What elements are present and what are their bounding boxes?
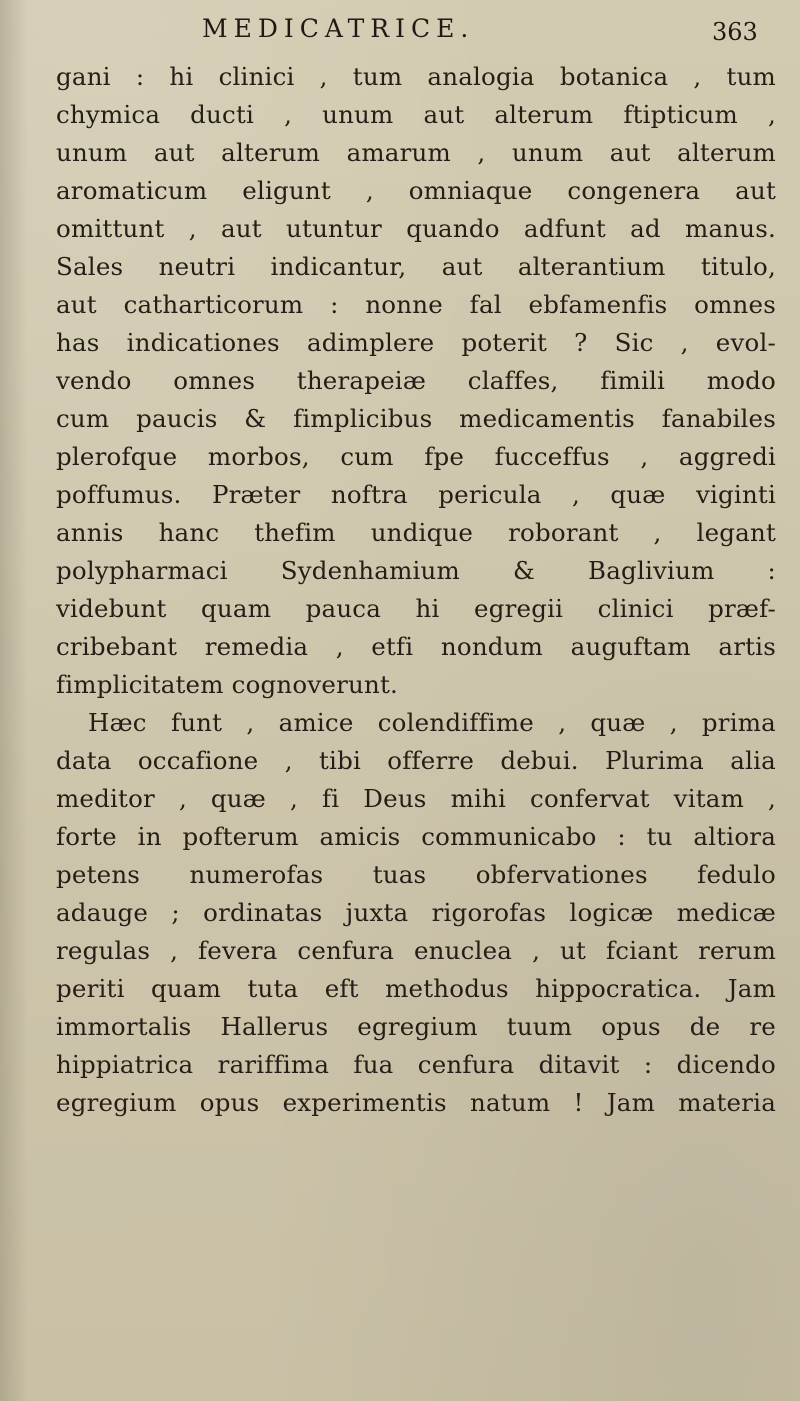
- text-line: annis hanc thefim undique roborant , legant: [56, 518, 776, 547]
- text-line: unum aut alterum amarum , unum aut alterum: [56, 138, 776, 167]
- text-line: cum paucis & fimplicibus medicamentis fanabiles: [56, 404, 776, 433]
- running-title: MEDICATRICE.: [202, 14, 475, 43]
- text-line: poffumus. Præter noftra pericula , quæ viginti: [56, 480, 776, 509]
- text-line: meditor , quæ , fi Deus mihi confervat vitam ,: [56, 784, 776, 813]
- text-line: omittunt , aut utuntur quando adfunt ad manus.: [56, 214, 776, 243]
- text-line: periti quam tuta eft methodus hippocratica. Jam: [56, 974, 776, 1003]
- text-line-paragraph-end: fimplicitatem cognoverunt.: [56, 670, 398, 699]
- text-line: egregium opus experimentis natum ! Jam materia: [56, 1088, 776, 1117]
- text-line: polypharmaci Sydenhamium & Baglivium :: [56, 556, 776, 585]
- page-number: 363: [712, 18, 758, 46]
- text-line: cribebant remedia , etfi nondum auguftam artis: [56, 632, 776, 661]
- text-line: aromaticum eligunt , omniaque congenera aut: [56, 176, 776, 205]
- text-line: immortalis Hallerus egregium tuum opus de re: [56, 1012, 776, 1041]
- text-line: gani : hi clinici , tum analogia botanica , tum: [56, 62, 776, 91]
- text-line: forte in pofterum amicis communicabo : tu altiora: [56, 822, 776, 851]
- text-line: has indicationes adimplere poterit ? Sic , evol-: [56, 328, 776, 357]
- text-line: petens numerofas tuas obfervationes fedulo: [56, 860, 776, 889]
- running-header: [0, 8, 800, 52]
- text-line-paragraph-start: Hæc funt , amice colendiffime , quæ , prima: [88, 708, 776, 737]
- text-line: vendo omnes therapeiæ claffes, fimili modo: [56, 366, 776, 395]
- body-text: [56, 58, 776, 1122]
- text-line: chymica ducti , unum aut alterum ftipticum ,: [56, 100, 776, 129]
- text-line: hippiatrica rariffima fua cenfura ditavit : dicendo: [56, 1050, 776, 1079]
- text-line: regulas , fevera cenfura enuclea , ut fciant rerum: [56, 936, 776, 965]
- text-line: aut catharticorum : nonne fal ebfamenfis omnes: [56, 290, 776, 319]
- text-line: adauge ; ordinatas juxta rigorofas logicæ medicæ: [56, 898, 776, 927]
- page-gutter-shadow: [0, 0, 28, 1401]
- text-line: videbunt quam pauca hi egregii clinici præf-: [56, 594, 776, 623]
- text-line: Sales neutri indicantur, aut alterantium titulo,: [56, 252, 776, 281]
- text-line: plerofque morbos, cum fpe fucceffus , aggredi: [56, 442, 776, 471]
- text-line: data occafione , tibi offerre debui. Plurima alia: [56, 746, 776, 775]
